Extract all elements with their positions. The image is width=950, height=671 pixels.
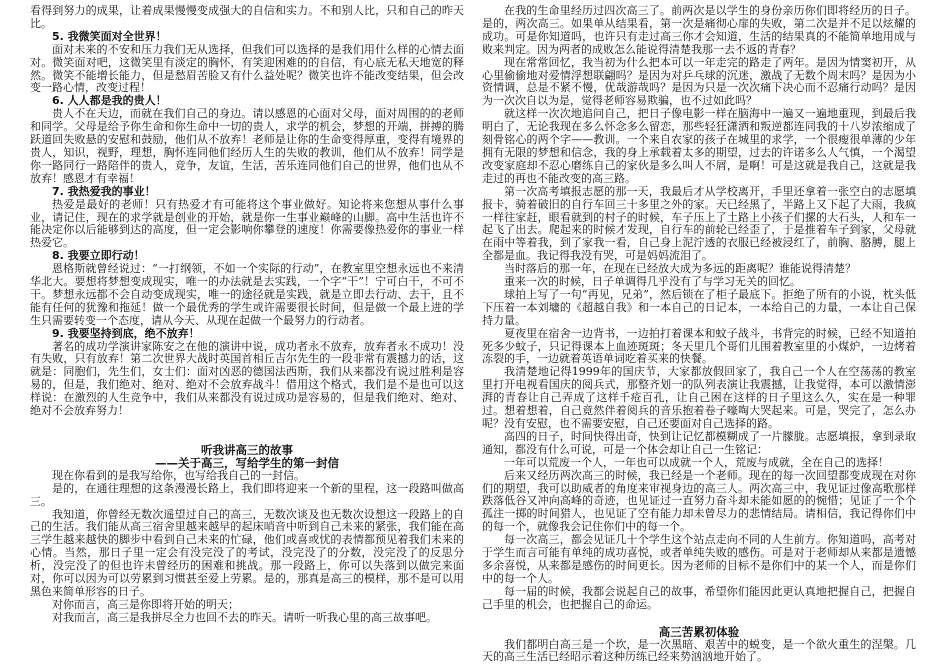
- letter-paragraph-5: 对我而言，高三是我拼尽全力也回不去的昨天。请听一听我心里的高三故事吧。: [52, 610, 437, 624]
- story-paragraph-2: 现在常常回忆，我当初为什么把本可以一年走完的路走了两年。是因为情窦初开，从心里偷偷地对爱情浮想联翩吗？是因为对乒乓球的沉迷，激战了无数个周末吗？是因为小资情调，总是不紧不慢，优哉游哉吗？是因为只是一次次痛下决心而不忍痛行动吗？是因为一次次自以为是，觉得老师容易欺骗，也不过如此吗？: [482, 55, 916, 108]
- spacer: [30, 418, 464, 444]
- letter-title: 听我讲高三的故事: [201, 443, 293, 457]
- paragraph-persist: 著名的成功学演讲家陈安之在他的演讲中说，成功者永不放弃，放弃者永不成功！没有失败，只有放弃！第二次世界大战时英国首相丘吉尔先生的一段非常有震撼力的话，这就是：同胞们，先生们，女士们：面对凶恶的德国法西斯，我们从来都没有说过胜利是容易的，但是，我们绝对、绝对、绝对不会放弃战斗！借用这个格式，我们是不是也可以这样说：在激烈的人生竞争中，我们从来都没有说过成功是容易的，但是我们绝对、绝对、绝对不会放弃努力！: [30, 339, 464, 418]
- spacer: [482, 612, 916, 626]
- section-title-experience: 高三苦累初体验: [658, 624, 740, 639]
- paragraph-intro: 看得到努力的成果，让着成果慢慢变成强大的自信和实力。不和别人比，只和自己的昨天比。: [30, 4, 464, 30]
- story-paragraph-9: 我清楚地记得1999年的国庆节，大家都放假回家了，我自己一个人在空荡荡的教室里打开电视看国庆的阅兵式，那整齐划一的队列表演让我震撼，让我觉得，本可以激情澎湃的青春让自己弄成了这样千疮百孔，让自己困在这样的日子里这么久，实在是一种罪过。想着想着，自己竟然伴着阅兵的音乐抱着卷子嚎啕大哭起来。可是，哭完了，怎么办呢？没有安慰，也不需要安慰，自己还要面对自己选择的路。: [482, 365, 916, 430]
- heading-benefactor: 6. 人人都是我的贵人！: [52, 94, 167, 108]
- letter-paragraph-4: 对你而言，高三是你即将开始的明天；: [52, 597, 239, 611]
- story-paragraph-7: 球拍上写了一句“再见，兄弟”，然后锁在了柜子最底下。拒绝了所有的小说，枕头低下压着一本刘墉的《超越自我》和一本自己的日记本，一本给自己的力量，一本让自己保持力量。: [482, 287, 916, 327]
- story-paragraph-5: 当时落后的那一年，在现在已经放大成为多远的距离呢？谁能说得清楚？: [504, 262, 856, 276]
- letter-paragraph-3: 我知道，你曾经无数次遥望过自己的高三，无数次谈及也无数次设想这一段路上的自己的生活。我们能从高三宿舍里越来越早的起床哨音中听到自己未来的紧张，我们能在高三学生越来越快的脚步中看到自己未来的忙碌，他们或喜或忧的表情都预见着我们未来的心情。当然，那日子里一定会有没完没了的考试，没完没了的分数，没完没了的反思分析，没完没了的但也许未曾经历的困难和挑战。那一段路上，你可以失落到以做完来面对，你可以因为可以劳累到习惯甚至爱上劳累。是的，那真是高三的模样，那不是可以用黑色来简单形容的日子。: [30, 507, 464, 598]
- story-paragraph-12: 后来又经历两次高三的时候，我已经是一个老师。现在的每一次回望都变成现在对你们的期望，我可以助威者的角度来审视身边的高三人。两次高三中，我见证过像高歌那样跌落低谷又冲向高峰的奇迹，也见证过一直努力奋斗却未能如愿的的惋惜；见证了一个个孤注一掷的时间猎人，也见证了空有能力却未曾尽力的悲情结局。请相信，我记得你们中的每一个，就像我会记住你们中的每一个。: [482, 468, 916, 534]
- paragraph-action: 恩格斯就曾经说过：“一打纲领，不如一个实际的行动”，在教室里空想永远也不来清华北大。要想将梦想变成现实，唯一的办法就是去实践，一个字“干”！宁可白干，不可不干。梦想永远都不会自动变成现实，唯一的途径就是实践，就是立即去行动、去干，且不能有任何的犹豫和拖延！做一个最优秀的学生或许需要很长时间，但是做一个最上进的学生只需要转变一个态度，请从今天、从现在起做一个最努力的行动者。: [30, 262, 464, 327]
- left-column: [30, 5, 464, 625]
- heading-persist: 9. 我要坚持到底，绝不放弃！: [52, 326, 200, 340]
- paragraph-career: 热爱是最好的老师！只有热爱才有可能将这个事业做好。知论将来您想从事什么事业，请记住，现在的求学就是创业的开始，就是你一生事业巅峰的山脚。高中生活也许不能决定你以后能够到达的高度，但一定会影响你攀登的速度！你需要像热爱你的事业一样热爱它。: [30, 197, 464, 250]
- heading-career: 7. 我热爱我的事业！: [52, 184, 156, 198]
- paragraph-benefactor: 贵人不在天边，而就在我们自己的身边。请以感恩的心面对父母，面对周围的的老师和同学。父母是给予你生命和你生命中一切的贵人，求学的机会，梦想的开端，拼搏的腾跃道回失败悬的安慰和鼓励，他们从不放弃！老师是让你的生命变得厚重，变得有境界的贵人，知识，视野，理想，胸怀连同他们经历人生的失败的教训，他们从不放弃！同学是你一路同行一路陪伴的贵人，竞争，友谊，生活，苦乐连同他们自己的世界，他们也从不放弃！感恩才有幸福！: [30, 107, 464, 185]
- letter-paragraph-1: 现在你看到的是我写给你，也写给我自己的一封信。: [52, 468, 305, 482]
- story-paragraph-3: 就这样一次次地追问自己，把日子像电影一样在脑海中一遍又一遍地重现，到最后我明白了，无论我现在多么怀念多么留恋，那些轻狂潇洒和叛逆都连同我的十八岁浓缩成了刻骨铭心的两个字——教训。一个来自农家的孩子在城里的求学，一个很瘦很单薄的少年拥有无限的梦想和信念，我的身上承载着太多的期望，过去的许诺多么人气慎，一个渴望改变家庭却不忍心磨练自己的家伙是多么叫人不屑，是啊！可是这就是我自己，这就是我走过的再也不能改变的高三路。: [482, 107, 916, 185]
- experience-paragraph: 我们都明白高三是一个坎，是一次黑暗、艰苦中的蜕变，是一个欲火重生的涅槃。几天的高三生活已经昭示着这种历练已经来势汹汹地开始了。: [482, 637, 916, 664]
- story-paragraph-14: 每一届的时候，我都会说起自己的故事，希望你们能因此更认真地把握自己，把握自己手里的机会，也把握自己的命运。: [482, 584, 916, 611]
- story-paragraph-10: 高四的日子，时间快得出奇，快到让记忆都模糊成了一片朦胧。志愿填报，拿到录取通知，都没有什么可说，可是一个体会却让自己一生铭记：: [482, 429, 916, 456]
- heading-action: 8. 我要立即行动！: [52, 249, 145, 263]
- story-paragraph-6: 重来一次的时候，日子单调得几乎没有了与学习无关的回忆。: [504, 275, 801, 289]
- story-paragraph-13: 每一次高三，都会见证几十个学生这个站点走向不同的人生前方。你知道吗，高考对于学生而言可能有单纯的成功喜悦，或者单纯失败的感伤。可是对于老师却从来都是遗憾多余喜悦，从来都是感伤的时间更长。因为老师的目标不是你们中的某一个人，而是你们中的每一个人。: [482, 533, 916, 585]
- right-column: [482, 5, 916, 664]
- story-paragraph-1: 在我的生命里经历过四次高三了。前两次是以学生的身份亲历你们即将经历的日子。是的，两次高三。如果单从结果看，第一次是痛彻心扉的失败，第二次是并不足以炫耀的成功。可是你知道吗，也许只有走过高三你才会知道，生活的结果真的不能简单地用成与败来判定。因为两者的成败怎么能说得清楚我那一去不返的青春？: [482, 4, 916, 56]
- story-paragraph-11: 一年可以荒废一个人，一年也可以成就一个人，荒废与成就，全在自己的选择！: [504, 455, 889, 469]
- letter-subtitle: ——关于高三，写给学生的第一封信: [155, 455, 339, 470]
- story-paragraph-4: 第一次高考填报志愿的那一天，我最后才从学校离开，手里还拿着一张空白的志愿填报卡，骑着破旧的自行车回三十多里之外的家。天已经黑了，半路上又下起了大雨，我疯一样往家赶，眼看就到的村子的时候，车子压上了土路上小孩子们摞的大石头，人和车一起飞了出去。爬起来的时候才发现，自行车的前轮已经歪了，于是推着车子到家，父母就在雨中等着我，到了家我一看，自己身上泥泞透的衣服已经被浸红了，前胸、胳膊，腿上全都是血。我记得我没有哭，可是妈妈流泪了。: [482, 184, 916, 263]
- paragraph-smile: 面对未来的不安和压力我们无从选择，但我们可以选择的是我们用什么样的心情去面对。微笑面对吧，这微笑里有淡定的胸怀，有笑迎困难的的自信，有心底无私天地宽的释然。微笑不能增长能力，但是愁眉苦脸又有什么益处呢？微笑也许不能改变结果，但会改变一路心情，改变过程！: [30, 42, 464, 95]
- story-paragraph-8: 夏夜里在宿舍一边背书，一边拍打着课本和蚊子战斗，书背完的时候，已经不知道拍死多少蚊子，只记得课本上血迹斑斑；冬天里几个哥们儿围着教室里的小煤炉，一边烤着冻裂的手，一边就着英语单词吃着买来的快餐。: [482, 326, 916, 366]
- heading-smile: 5. 我微笑面对全世界！: [52, 29, 167, 43]
- letter-paragraph-2: 是的，在通往理想的这条漫漫长路上，我们即将迎来一个新的里程，这一段路叫做高三。: [30, 481, 464, 508]
